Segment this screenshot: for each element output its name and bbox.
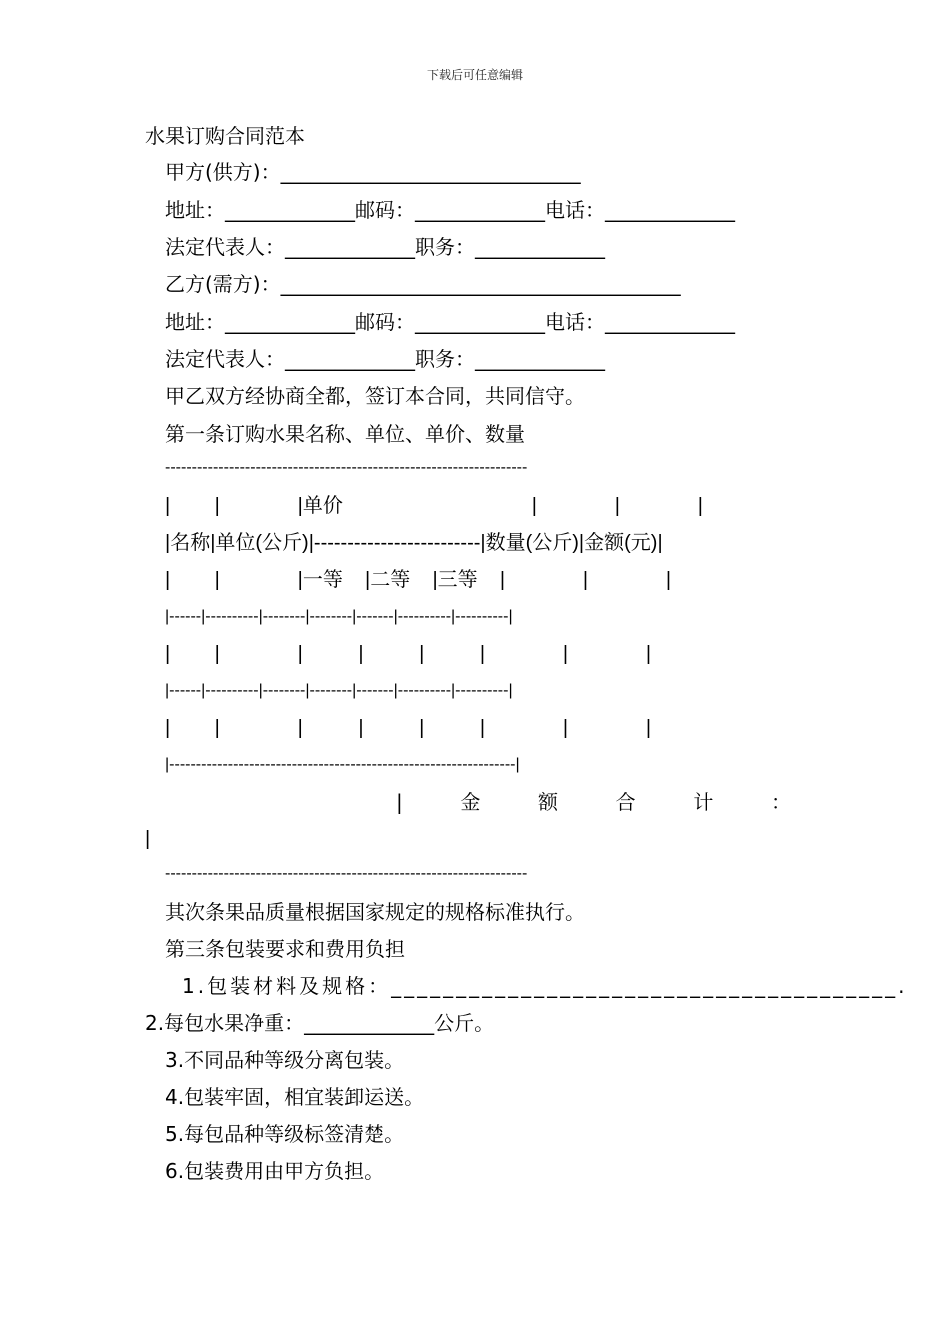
item-6: 6.包装费用由甲方负担。 bbox=[165, 1159, 385, 1183]
total-char: | bbox=[396, 790, 403, 814]
table-row-2: |名称|单位(公斤)|-------------------------|数量(公斤)|金额(元)| bbox=[165, 532, 663, 554]
total-char: ： bbox=[770, 790, 791, 814]
table-total-row bbox=[396, 790, 791, 814]
table-row-1: | | |单价 | | | bbox=[165, 495, 703, 517]
table-separator-2: |------|----------|--------|--------|-------|----------|----------| bbox=[165, 682, 513, 699]
table-row-5: | | | | | | | | bbox=[165, 717, 652, 739]
table-rule-top: -------------------------------------------------------------------- bbox=[165, 459, 528, 476]
item-3: 3.不同品种等级分离包装。 bbox=[165, 1048, 405, 1072]
party-a-representative-line: 法定代表人：_____________职务：_____________ bbox=[165, 235, 605, 259]
item-5: 5.每包品种等级标签清楚。 bbox=[165, 1122, 405, 1146]
table-separator-1: |------|----------|--------|--------|-------|----------|----------| bbox=[165, 608, 513, 625]
document-title: 水果订购合同范本 bbox=[145, 124, 305, 148]
party-a-address-line: 地址：_____________邮码：_____________电话：_____________ bbox=[165, 198, 735, 222]
party-b-address-line: 地址：_____________邮码：_____________电话：_____________ bbox=[165, 310, 735, 334]
total-char: 金 bbox=[460, 790, 481, 814]
party-a-line: 甲方(供方)：______________________________ bbox=[165, 160, 581, 184]
party-b-representative-line: 法定代表人：_____________职务：_____________ bbox=[165, 347, 605, 371]
total-char: 计 bbox=[693, 790, 714, 814]
agreement-text: 甲乙双方经协商全都，签订本合同，共同信守。 bbox=[165, 384, 585, 408]
total-char: 额 bbox=[538, 790, 559, 814]
total-char: 合 bbox=[615, 790, 636, 814]
item-1: 1.包装材料及规格：_______________________________________. bbox=[182, 974, 908, 998]
item-4: 4.包装牢固，相宜装卸运送。 bbox=[165, 1085, 425, 1109]
article-1-heading: 第一条订购水果名称、单位、单价、数量 bbox=[165, 422, 525, 446]
article-3-heading: 第三条包装要求和费用负担 bbox=[165, 937, 405, 961]
table-total-tail: | bbox=[145, 828, 151, 850]
item-2: 2.每包水果净重：_____________公斤。 bbox=[145, 1011, 495, 1035]
article-2-text: 其次条果品质量根据国家规定的规格标准执行。 bbox=[165, 900, 585, 924]
party-b-line: 乙方(需方)：________________________________________ bbox=[165, 272, 681, 296]
page-header: 下载后可任意编辑 bbox=[426, 68, 523, 82]
table-row-4: | | | | | | | | bbox=[165, 643, 652, 665]
table-row-3: | | |一等 |二等 |三等 | | | bbox=[165, 569, 672, 591]
table-separator-3: |-----------------------------------------------------------------| bbox=[165, 756, 520, 773]
table-rule-bottom: -------------------------------------------------------------------- bbox=[165, 865, 528, 882]
